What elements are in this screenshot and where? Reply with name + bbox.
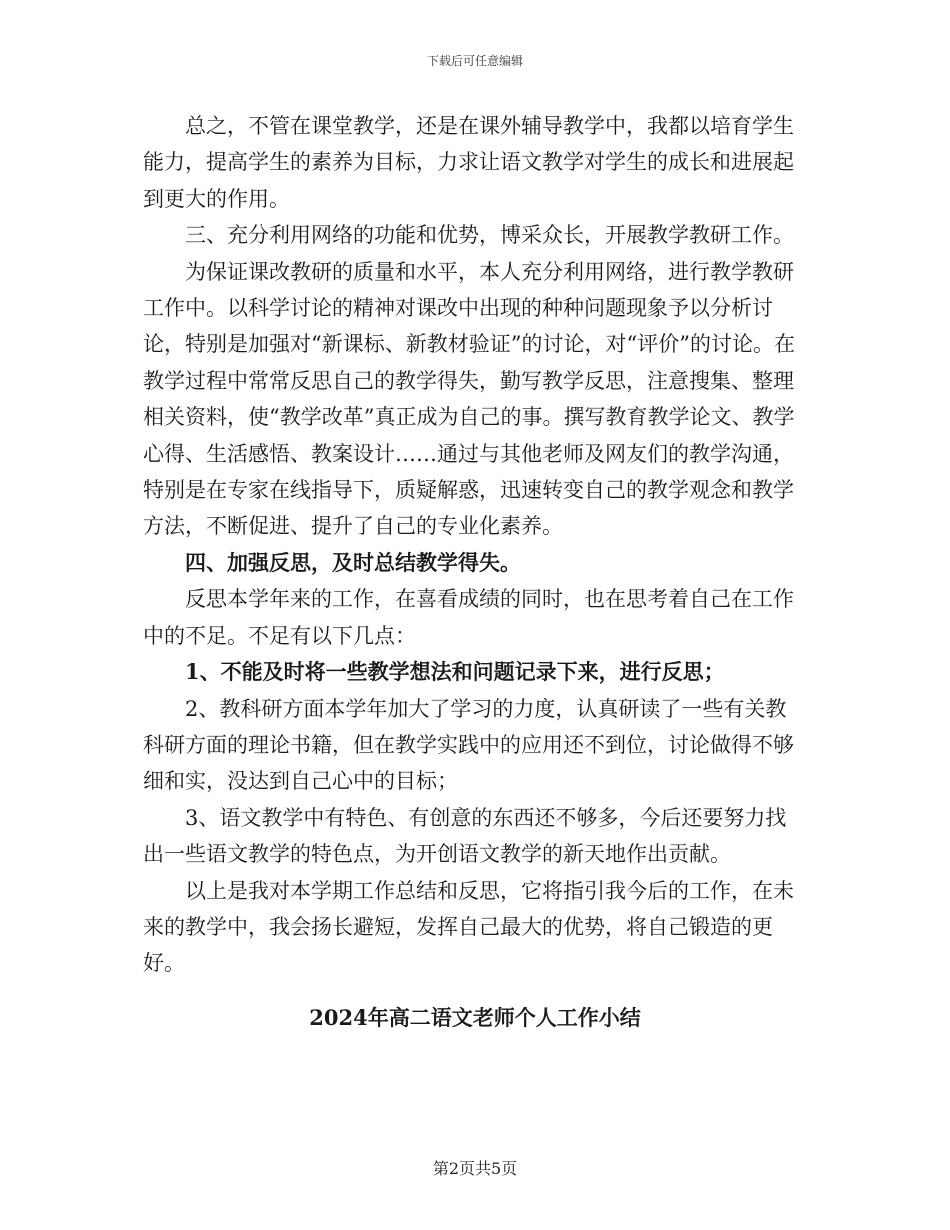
paragraph-conclusion: 以上是我对本学期工作总结和反思，它将指引我今后的工作，在未来的教学中，我会扬长避短，发挥自己最大的优势，将自己锻造的更好。	[143, 878, 794, 976]
page-header: 下载后可任意编辑	[426, 54, 523, 68]
page-number: 第2页共5页	[432, 1159, 518, 1178]
paragraph-shortcoming-two: 2、教科研方面本学年加大了学习的力度，认真研读了一些有关教科研方面的理论书籍，但在教学实践中的应用还不到位，讨论做得不够细和实，没达到自己心中的目标；	[143, 696, 794, 794]
paragraph-heading-four: 四、加强反思，及时总结教学得失。	[185, 549, 521, 575]
paragraph-network-research: 为保证课改教研的质量和水平，本人充分利用网络，进行教学教研工作中。以科学讨论的精神对课改中出现的种种问题现象予以分析讨论，特别是加强对“新课标、新教材验证”的讨论，对“评价”的讨论。在教学过程中常常反思自己的教学得失，勤写教学反思，注意搜集、整理相关资料，使“教学改革”真正成为自己的事。撰写教育教学论文、教学心得、生活感悟、教案设计……通过与其他老师及网友们的教学沟通，特别是在专家在线指导下，质疑解惑，迅速转变自己的教学观念和教学方法，不断促进、提升了自己的专业化素养。	[143, 259, 795, 539]
paragraph-shortcoming-three: 3、语文教学中有特色、有创意的东西还不够多，今后还要努力找出一些语文教学的特色点，为开创语文教学的新天地作出贡献。	[143, 805, 787, 867]
paragraph-reflection-intro: 反思本学年来的工作，在喜看成绩的同时，也在思考着自己在工作中的不足。不足有以下几点：	[143, 587, 794, 648]
paragraph-summary: 总之，不管在课堂教学，还是在课外辅导教学中，我都以培育学生能力，提高学生的素养为目标，力求让语文教学对学生的成长和进展起到更大的作用。	[143, 114, 794, 211]
document-body	[143, 108, 807, 982]
paragraph-heading-three: 三、充分利用网络的功能和优势，博采众长，开展教学教研工作。	[185, 223, 794, 248]
section-title: 2024年高二语文老师个人工作小结	[309, 1005, 641, 1030]
paragraph-shortcoming-one: 1、不能及时将一些教学想法和问题记录下来，进行反思；	[185, 659, 725, 685]
